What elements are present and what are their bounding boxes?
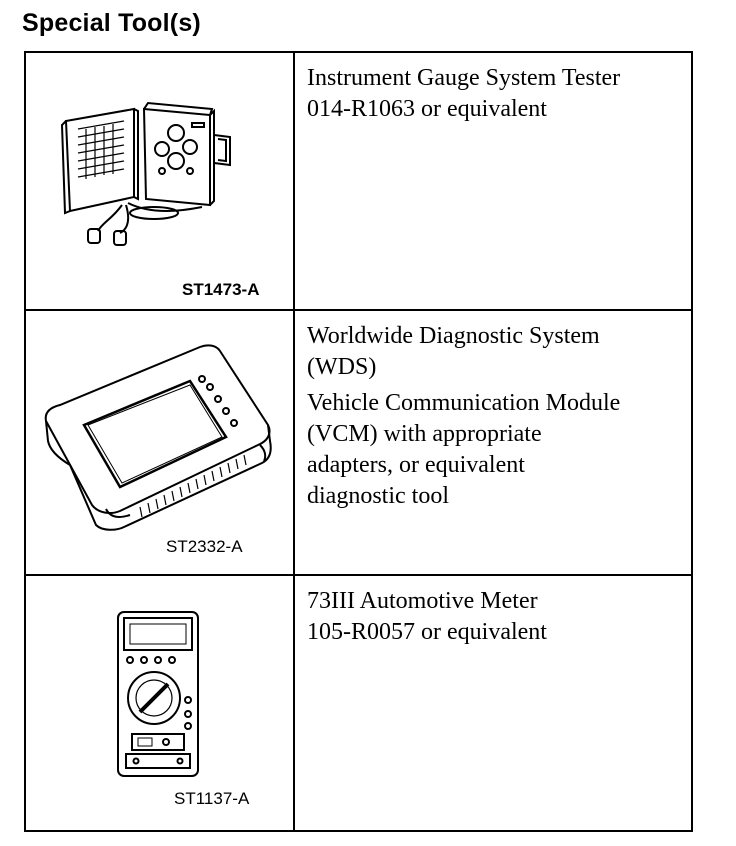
- tool-description-cell: [295, 311, 691, 584]
- tool-description-cell: [295, 576, 691, 840]
- tool-image-cell: [26, 53, 295, 309]
- multimeter-illustration: [110, 608, 210, 778]
- tool-description: Vehicle Communication Module (VCM) with appropriate adapters, or equivalent diagnostic tool: [307, 390, 621, 509]
- wds-unit-illustration: [40, 341, 280, 531]
- page-heading: Special Tool(s): [22, 9, 201, 37]
- tool-image-cell: [26, 311, 295, 574]
- tool-description: Worldwide Diagnostic System (WDS): [307, 323, 600, 380]
- tool-description-cell: [295, 53, 691, 319]
- tool-image-code: ST1473-A: [182, 280, 260, 299]
- tool-description: 73III Automotive Meter 105-R0057 or equivalent: [307, 588, 547, 645]
- gauge-tester-illustration: [62, 99, 252, 259]
- tool-image-code: ST2332-A: [166, 537, 243, 556]
- tool-image-cell: [26, 576, 295, 830]
- tool-image-code: ST1137-A: [174, 789, 250, 808]
- tool-row: [26, 53, 691, 311]
- tool-row: [26, 576, 691, 830]
- tool-description: Instrument Gauge System Tester 014-R1063 or equivalent: [307, 65, 621, 122]
- tool-row: [26, 311, 691, 576]
- special-tools-table: [24, 51, 693, 832]
